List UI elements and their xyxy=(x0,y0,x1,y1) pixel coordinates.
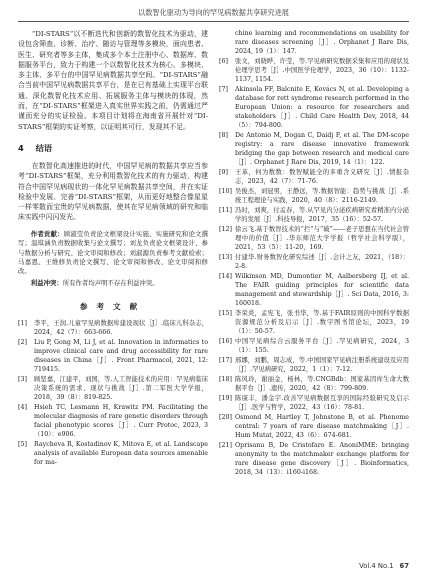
reference-number: [2] xyxy=(18,339,27,347)
reference-number: [3] xyxy=(18,376,27,384)
reference-text: Akinsola FF, Balcnite E, Kovács N, et al. Developing a database for rett syndrome research performed in the European Union: a resource for researchers and stakeholders［J］. Child Care Health Dev, 2018, 44（5）：794-800. xyxy=(235,86,409,129)
reference-number: [5] xyxy=(18,441,27,449)
reference-item xyxy=(219,85,409,130)
reference-number: [11] xyxy=(219,207,232,214)
reference-item xyxy=(219,206,409,224)
reference-item xyxy=(219,337,409,355)
reference-text: Raycheva R, Kostadinov K, Mitova E, et al. Landscape analysis of available European data sources amenable for ma- xyxy=(34,441,208,467)
section-number: 4 xyxy=(18,142,24,153)
conflict-text: 所有作者均声明不存在利益冲突。 xyxy=(62,278,159,287)
reference-number: [8] xyxy=(219,132,228,139)
conflict-statement xyxy=(18,279,208,288)
reference-number: [17] xyxy=(219,357,232,364)
author-contributions xyxy=(18,230,208,277)
reference-text: Liu P, Gong M, Li J, et al. Innovation in informatics to improve clinical care and drug accessibility for rare diseases in China［J］. Front Pharmacol, 2021, 12: 719415. xyxy=(34,339,208,374)
conflict-label: 利益冲突： xyxy=(30,278,63,287)
reference-number: [21] xyxy=(219,442,232,449)
page-number: 67 xyxy=(399,562,409,570)
reference-text: 王革，何为数数：数智赋能全的多重含义研究［J］.情报杂志，2023，42（7）：71-76. xyxy=(235,169,409,185)
reference-item xyxy=(219,413,409,440)
reference-text: 吴俊杰，刘冠男，王静远，等.数据智能：趋势与挑战［J］.系统工程理论与实践，2020，40（8）：2116-2149. xyxy=(235,188,409,204)
section-heading xyxy=(18,142,208,154)
right-column xyxy=(219,29,409,478)
reference-list xyxy=(18,319,208,467)
reference-number: [15] xyxy=(219,310,232,317)
running-header xyxy=(18,7,409,22)
reference-item xyxy=(219,394,409,412)
reference-text: 中国罕见病综合云服务平台［J］.罕见病研究，2024，3（1）：155. xyxy=(235,338,409,354)
reference-item xyxy=(219,187,409,205)
reference-number: [14] xyxy=(219,273,232,280)
running-title: 以数智化驱动为导向的罕见病数据共享研究进展 xyxy=(138,8,289,17)
volume-info: Vol.4 No.1 xyxy=(359,562,394,570)
reference-number: [1] xyxy=(18,320,27,328)
reference-item xyxy=(219,168,409,186)
left-column xyxy=(18,29,208,468)
contrib-label: 作者贡献： xyxy=(30,229,64,238)
reference-number: [13] xyxy=(219,254,232,261)
reference-text: 李荣炎，孟宪飞，张书华，等.基于FAIR原则的中国科学数据资源规范分析及启示［J］.数字图书馆论坛，2023，19（1）：50-57. xyxy=(235,310,409,335)
reference-text: chine learning and recommendations on usability for rare diseases screening［J］. Orphanet J Rare Dis, 2024, 19（1）：147. xyxy=(235,30,409,55)
reference-number: [18] xyxy=(219,376,232,383)
reference-text: 陈康丰，潘金宇.改善罕见病数据互享的国际经验研究及启示［J］.医学与哲学，2022，43（16）：78-81. xyxy=(235,395,409,411)
reference-number: [10] xyxy=(219,188,232,195)
reference-item xyxy=(18,403,208,439)
reference-text: 陈风玲，谢丽金，杨林，等.CNGBdb：国家基因库生命大数据平台［J］.遗传，2020，42（8）：799-809. xyxy=(235,376,409,392)
reference-item xyxy=(18,375,208,402)
reference-item xyxy=(219,356,409,374)
reference-item xyxy=(219,57,409,84)
references-heading: 参考文献 xyxy=(79,302,147,312)
reference-text: 邢娜，刘鹏，周志成，等.中国国家罕见病注册系统建设及应用［J］.罕见病研究，2022，1（1）：7-12. xyxy=(235,357,409,373)
reference-text: 张文，刘晓晔，许莹，等.罕见病研究数据采集和应用的现状及伦理学思考［J］.中国医学伦理学，2023，36（10）：1132-1137, 1154. xyxy=(235,58,409,83)
reference-text: Wilkinson MD, Dumontier M, Aalbersberg IJ, et al. The FAIR guiding principles for scientific data management and stewardship［J］. Sci Data, 2016, 3: 160018. xyxy=(235,273,409,307)
body-paragraph: “DI-STARS”以不断迭代和创新的数智化技术为驱动，建设包含筛查、诊断、治疗、随访与管理等多模块，面向患者、医生、研究者等多主体，集成多个本土注册中心、数据库、数据服务平台，致力于构建一个以数智化技术为核心、多模块、多主体、多平台的中国罕见病数据共享空间。“DI-STARS”融合当前中国罕见病数据共享平台，是在已有基础上实现平台联通、深化数智化技术应用、拓展服务主体与模块的体现，然而，在“DI-STARS”框架进入真实世界实践之前，仍需通过严谨而充分的实证检验。本项目计划将在海南省开展针对“DI-STARS”框架的实证考察，以证明其可行，发现其不足。 xyxy=(18,30,208,131)
page-footer xyxy=(359,562,409,570)
reference-number: [12] xyxy=(219,226,232,233)
reference-item xyxy=(219,225,409,252)
reference-item xyxy=(219,131,409,167)
reference-item xyxy=(219,375,409,393)
reference-item xyxy=(219,441,409,477)
reference-item xyxy=(219,272,409,308)
reference-item xyxy=(18,319,208,337)
body-paragraph: 在数智化高速推进的时代，中国罕见病的数据共享应当参考“DI-STARS”框架，充分利用数智化技术的有力驱动，构建符合中国罕见病现状的一体化罕见病数据共享空间，并在实证检验中发展、完善“DI-STARS”框架，从而更好地整合像星星一样零散而宝贵的罕见病数据，使其在罕见病领域的研究和临床实践中闪闪发光。 xyxy=(18,161,208,222)
reference-number: [16] xyxy=(219,338,232,345)
reference-number: [6] xyxy=(219,58,228,65)
reference-item xyxy=(219,309,409,336)
reference-number: [19] xyxy=(219,395,232,402)
reference-number: [9] xyxy=(219,169,228,176)
reference-item xyxy=(18,338,208,374)
section-title: 结语 xyxy=(35,142,53,153)
reference-continuation xyxy=(219,29,409,56)
reference-number: [20] xyxy=(219,414,232,421)
reference-text: Osmond M, Hartley T, Johnstone B, et al. Phenome central: 7 years of rare disease matchmaking［J］. Hum Mutat, 2022, 43（6）：674-681. xyxy=(235,414,409,439)
reference-number: [4] xyxy=(18,404,27,412)
reference-number: [7] xyxy=(219,86,228,93)
contrib-text: 顾淑莹负责论文框架设计实施、实施研究和论文撰写；温琪涵负责数据收集与论文撰写；刘龙负责论文框架设计、参与数据分析与研究、论文审阅和修改；刘淑源负责参考文献检索；马嘉恩、王维修负责论文撰写、论文审阅和修改、论文审阅和修改。 xyxy=(18,229,209,276)
reference-item xyxy=(18,440,208,467)
reference-text: Hsieh TC, Lesmann H, Krawitz PM. Facilitating the molecular diagnosis of rare genetic disorders through facial phenotypic scores［J］. Curr Protoc, 2023, 3（10）：e906. xyxy=(34,404,208,439)
reference-text: 李平，王润.儿童罕见病数据库建设现状［J］.临床儿科杂志，2024，42（7）：663-666. xyxy=(34,320,208,337)
reference-text: Oprisanu B, De Cristofaro E. AnoniMME: bringing anonymity to the matchmaker exchange platform for rare disease gene discovery［J］. Bioinformatics, 2018, 34（13）：i160-i168. xyxy=(235,442,409,476)
reference-item xyxy=(219,253,409,271)
reference-text: 冯时，刘爽，付孟春，等.从罕见内分泌疾病研究看精准内分泌学的发展［J］.科技导报，2017，35（16）：52-57. xyxy=(235,207,409,223)
reference-text: 付建华.财务数智化研究综述［J］.会计之友，2021，（18）：2-8. xyxy=(235,254,409,270)
reference-text: De Antonio M, Dogan C, Daidj F, et al. The DM-scope registry: a rare disease innovative framework bridging the gap between research and medical care［J］. Orphanet J Rare Dis, 2019, 14（1）：122. xyxy=(235,132,409,166)
reference-text: 顾坚嘉，江建平，刘国，等.人工智能技术的应用：罕见病临床决策系统的需求、现状与挑战［J］.第二军医大学学报，2018，39（8）：819-825. xyxy=(34,376,208,402)
reference-text: 徐云飞.基于数智技术的“拦”与“破”——老子思想在当代社会管理中的价值［J］.华东师范大学学报（哲学社会科学版），2021，53（5）：11-20，169. xyxy=(235,226,409,251)
